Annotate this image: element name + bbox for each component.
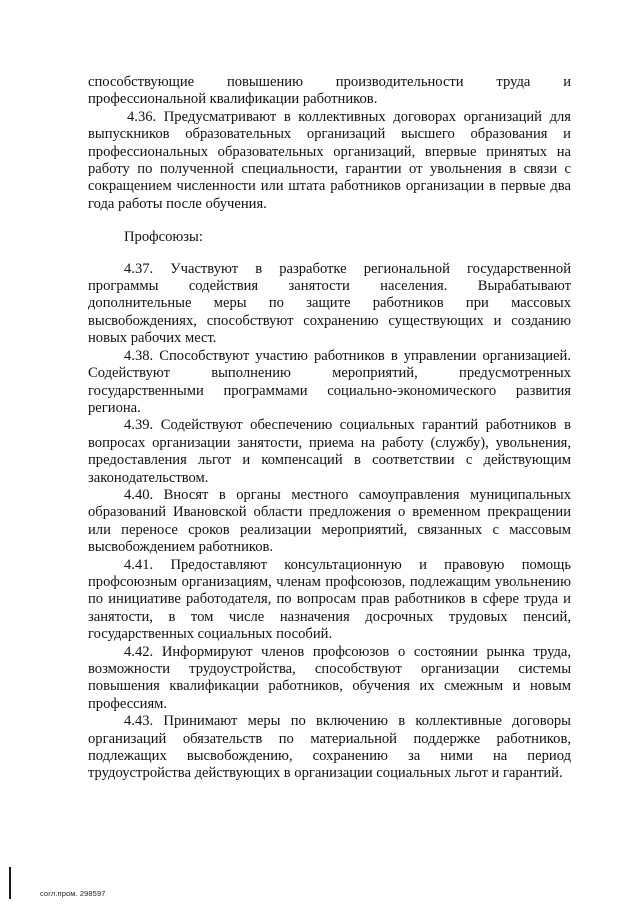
document-page <box>88 74 571 783</box>
paragraph-4-39: 4.39. Содействуют обеспечению социальных гарантий работников в вопросах организации занятости, приема на работу (службу), увольнения, предоставления льгот и компенсаций в соответствии с действующим законодательством. <box>88 417 571 486</box>
continuation-paragraph: способствующие повышению производительности труда и профессиональной квалификации работников. <box>88 74 571 108</box>
paragraph-4-38: 4.38. Способствуют участию работников в управлении организацией. Содействуют выполнению мероприятий, предусмотренных государственными программами социально-экономического развития региона. <box>88 347 571 416</box>
paragraph-4-40: 4.40. Вносят в органы местного самоуправления муниципальных образований Ивановской области предложения о временном прекращении или переносе сроков реализации мероприятий, связанных с массовым высвобождением работников. <box>88 486 571 556</box>
footer-code: согл.пром. 298597 <box>40 889 106 898</box>
paragraph-4-41: 4.41. Предоставляют консультационную и правовую помощь профсоюзным организациям, членам профсоюзов, подлежащим увольнению по инициативе работодателя, по вопросам прав работников в сфере труда и занятости, в том числе назначения досрочных трудовых пенсий, государственных социальных пособий. <box>88 556 571 643</box>
margin-bar <box>9 867 11 899</box>
paragraph-4-42: 4.42. Информируют членов профсоюзов о состоянии рынка труда, возможности трудоустройства, способствуют организации системы повышения квалификации работников, обучения их смежным и новым профессиям. <box>88 643 571 712</box>
paragraph-4-37: 4.37. Участвуют в разработке региональной государственной программы содействия занятости населения. Вырабатывают дополнительные меры по защите работников при массовых высвобождениях, способствуют сохранению существующих и созданию новых рабочих мест. <box>88 260 571 347</box>
section-heading-trade-unions: Профсоюзы: <box>124 229 203 246</box>
paragraph-4-43: 4.43. Принимают меры по включению в коллективные договоры организаций обязательств по материальной поддержке работников, подлежащих высвобождению, сохранению за ними на период трудоустройства действующих в организации социальных льгот и гарантий. <box>88 713 571 782</box>
paragraph-4-36: 4.36. Предусматривают в коллективных договорах организаций для выпускников образовательных организаций высшего образования и профессиональных образовательных организаций, впервые принятых на работу по полученной специальности, гарантии от увольнения в связи с сокращением численности или штата работников организации в первые два года работы после обучения. <box>88 108 571 212</box>
